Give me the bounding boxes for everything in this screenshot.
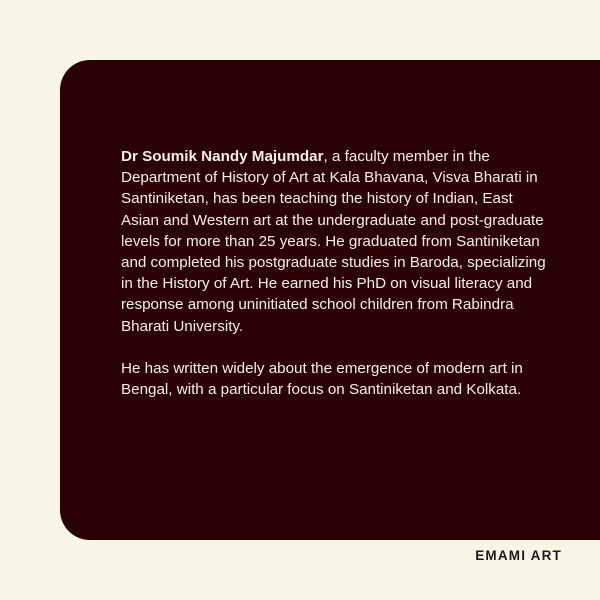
bio-paragraph-1 bbox=[121, 146, 551, 337]
bio-paragraph-2: He has written widely about the emergence of modern art in Bengal, with a particular focus on Santiniketan and Kolkata. bbox=[121, 359, 523, 399]
brand-logo: EMAMI ART bbox=[475, 548, 562, 563]
bio-text bbox=[121, 146, 551, 421]
bio-paragraph-1-text: , a faculty member in the Department of History of Art at Kala Bhavana, Visva Bharati in Santiniketan, has been teaching the history of Indian, East Asian and Western art at the undergraduate and post-graduate levels for more than 25 years. He graduated from Santiniketan and completed his postgraduate studies in Baroda, specializing in the History of Art. He earned his PhD on visual literacy and response among uninitiated school children from Rabindra Bharati University. bbox=[121, 148, 546, 335]
bio-name: Dr Soumik Nandy Majumdar bbox=[121, 148, 324, 165]
